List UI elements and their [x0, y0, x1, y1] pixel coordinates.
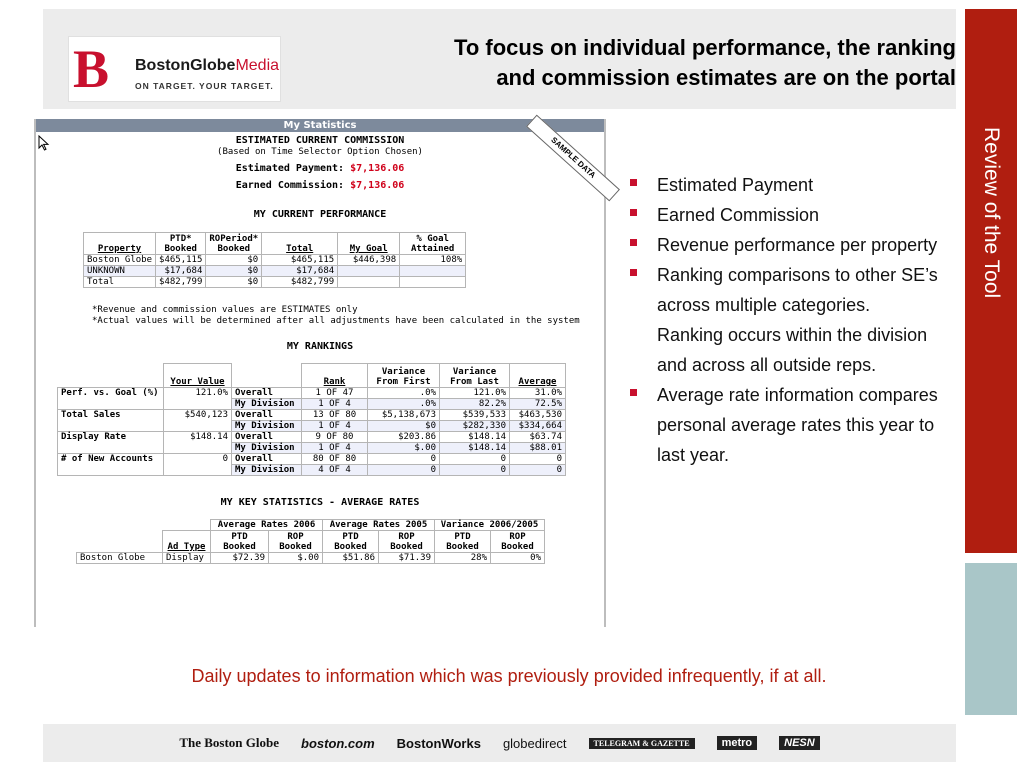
table-header: ROP Booked	[379, 531, 435, 553]
footer-logo-globedirect: globedirect	[502, 735, 567, 751]
rop-cell: $0	[206, 277, 262, 288]
rate-cell: $71.39	[379, 553, 435, 564]
variance-cell: 0%	[491, 553, 545, 564]
earned-commission-label: Earned Commission:	[235, 180, 345, 191]
variance-last-cell: 0	[440, 465, 510, 476]
feature-bullets	[630, 170, 940, 470]
list-item: Earned Commission	[630, 200, 940, 230]
table-row	[84, 266, 466, 277]
average-cell: 31.0%	[510, 388, 566, 399]
value-cell: 121.0%	[164, 388, 232, 410]
table-header: PTD Booked	[323, 531, 379, 553]
table-header: Average Rates 2006	[211, 520, 323, 531]
table-header: Your Value	[164, 364, 232, 388]
section-tab-label-wrap	[965, 9, 1017, 553]
metric-cell: # of New Accounts	[58, 454, 164, 476]
property-cell: Total	[84, 277, 156, 288]
list-item: Estimated Payment	[630, 170, 940, 200]
key-stats-title: MY KEY STATISTICS - AVERAGE RATES	[220, 497, 420, 508]
table-header: Total	[262, 233, 338, 255]
logo-name: BostonGlobeMedia	[135, 57, 280, 74]
variance-first-cell: $203.86	[368, 432, 440, 443]
attained-cell	[400, 266, 466, 277]
window-titlebar: My Statistics	[36, 119, 604, 132]
commission-section-title: ESTIMATED CURRENT COMMISSION	[235, 135, 405, 146]
table-header: % Goal Attained	[400, 233, 466, 255]
table-header: ROP Booked	[269, 531, 323, 553]
performance-table	[83, 232, 466, 288]
rank-cell: 13 OF 80	[302, 410, 368, 421]
goal-cell	[338, 277, 400, 288]
average-cell: $63.74	[510, 432, 566, 443]
average-cell: 0	[510, 454, 566, 465]
variance-cell: 28%	[435, 553, 491, 564]
table-header	[163, 520, 211, 531]
total-cell: $482,799	[262, 277, 338, 288]
average-cell: 72.5%	[510, 399, 566, 410]
average-cell: $334,664	[510, 421, 566, 432]
metric-cell: Display Rate	[58, 432, 164, 454]
table-row	[58, 432, 566, 443]
variance-last-cell: $539,533	[440, 410, 510, 421]
sample-data-ribbon: SAMPLE DATA	[526, 115, 620, 202]
variance-last-cell: 82.2%	[440, 399, 510, 410]
goal-cell	[338, 266, 400, 277]
average-cell: $463,530	[510, 410, 566, 421]
footer-logo-bostonworks: BostonWorks	[396, 735, 481, 751]
earned-commission-line	[36, 180, 604, 191]
ad-type-cell: Display	[163, 553, 211, 564]
scope-cell: Overall	[232, 388, 302, 399]
property-cell: Boston Globe	[84, 255, 156, 266]
average-cell: $88.01	[510, 443, 566, 454]
goal-cell: $446,398	[338, 255, 400, 266]
table-header	[232, 364, 302, 388]
footer-logo-telegram-gazette: TELEGRAM & GAZETTE	[589, 738, 695, 749]
table-header	[77, 520, 163, 531]
company-logo	[68, 36, 281, 102]
table-header: Variance 2006/2005	[435, 520, 545, 531]
table-header: PTD Booked	[211, 531, 269, 553]
footer-logo-boston-globe: The Boston Globe	[179, 735, 279, 750]
scope-cell: My Division	[232, 399, 302, 410]
table-row	[84, 255, 466, 266]
table-header: PTD Booked	[435, 531, 491, 553]
logo-tagline: ON TARGET. YOUR TARGET.	[135, 81, 274, 91]
rank-cell: 4 OF 4	[302, 465, 368, 476]
scope-cell: Overall	[232, 454, 302, 465]
variance-first-cell: $5,138,673	[368, 410, 440, 421]
rankings-title: MY RANKINGS	[286, 341, 354, 352]
scope-cell: My Division	[232, 421, 302, 432]
variance-last-cell: 0	[440, 454, 510, 465]
bottom-note: Daily updates to information which was previously provided infrequently, if at all.	[191, 666, 827, 686]
rop-cell: $0	[206, 266, 262, 277]
section-tab-label: Review of the Tool	[980, 127, 1003, 299]
table-header: Ad Type	[163, 531, 211, 553]
variance-first-cell: .0%	[368, 388, 440, 399]
table-header: Average Rates 2005	[323, 520, 435, 531]
ptd-cell: $17,684	[156, 266, 206, 277]
rankings-table	[57, 363, 566, 476]
value-cell: $148.14	[164, 432, 232, 454]
rank-cell: 1 OF 4	[302, 421, 368, 432]
statistics-screenshot	[34, 119, 606, 627]
variance-first-cell: .0%	[368, 399, 440, 410]
logo-mark: B	[73, 39, 110, 99]
accent-block	[965, 563, 1017, 715]
table-row	[58, 454, 566, 465]
table-header	[58, 364, 164, 388]
variance-first-cell: $.00	[368, 443, 440, 454]
total-cell: $465,115	[262, 255, 338, 266]
table-header: Variance From First	[368, 364, 440, 388]
slide-title: To focus on individual performance, the ranking and commission estimates are on the portal	[454, 35, 956, 90]
scope-cell: My Division	[232, 443, 302, 454]
variance-first-cell: $0	[368, 421, 440, 432]
scope-cell: Overall	[232, 410, 302, 421]
value-cell: $540,123	[164, 410, 232, 432]
footer-logos	[43, 724, 956, 762]
metric-cell: Perf. vs. Goal (%)	[58, 388, 164, 410]
ptd-cell: $465,115	[156, 255, 206, 266]
table-header: PTD* Booked	[156, 233, 206, 255]
table-row	[84, 277, 466, 288]
rank-cell: 1 OF 4	[302, 399, 368, 410]
footer-band	[43, 724, 956, 762]
average-cell: 0	[510, 465, 566, 476]
rate-cell: $72.39	[211, 553, 269, 564]
section-tab	[965, 9, 1017, 553]
rank-cell: 9 OF 80	[302, 432, 368, 443]
metric-cell: Total Sales	[58, 410, 164, 432]
earned-commission-value: $7,136.06	[350, 180, 405, 191]
variance-last-cell: $148.14	[440, 432, 510, 443]
attained-cell: 108%	[400, 255, 466, 266]
rank-cell: 1 OF 47	[302, 388, 368, 399]
attained-cell	[400, 277, 466, 288]
table-header: ROPeriod* Booked	[206, 233, 262, 255]
note-line: *Revenue and commission values are ESTIMATES only	[92, 305, 358, 315]
property-cell: UNKNOWN	[84, 266, 156, 277]
rank-cell: 1 OF 4	[302, 443, 368, 454]
table-header: Average	[510, 364, 566, 388]
total-cell: $17,684	[262, 266, 338, 277]
value-cell: 0	[164, 454, 232, 476]
ptd-cell: $482,799	[156, 277, 206, 288]
table-header: Property	[84, 233, 156, 255]
table-header: ROP Booked	[491, 531, 545, 553]
scope-cell: My Division	[232, 465, 302, 476]
variance-last-cell: 121.0%	[440, 388, 510, 399]
variance-first-cell: 0	[368, 454, 440, 465]
note-line: *Actual values will be determined after all adjustments have been calculated in the system	[92, 316, 580, 326]
variance-last-cell: $148.14	[440, 443, 510, 454]
list-item: Revenue performance per property	[630, 230, 940, 260]
rank-cell: 80 OF 80	[302, 454, 368, 465]
estimated-payment-value: $7,136.06	[350, 163, 405, 174]
scope-cell: Overall	[232, 432, 302, 443]
table-header: Rank	[302, 364, 368, 388]
variance-last-cell: $282,330	[440, 421, 510, 432]
list-item: Average rate information compares personal average rates this year to last year.	[630, 380, 940, 470]
footer-logo-boston-com: boston.com	[301, 735, 375, 751]
footer-logo-metro: metro	[717, 736, 758, 750]
estimated-payment-label: Estimated Payment:	[235, 163, 345, 174]
performance-title: MY CURRENT PERFORMANCE	[253, 209, 387, 220]
table-row	[77, 553, 545, 564]
estimate-notes	[92, 305, 580, 327]
table-header: My Goal	[338, 233, 400, 255]
commission-section-subtitle: (Based on Time Selector Option Chosen)	[217, 147, 423, 157]
list-item: Ranking comparisons to other SE’s across multiple categories. Ranking occurs within the division and across all outside reps.	[630, 260, 940, 380]
variance-first-cell: 0	[368, 465, 440, 476]
rate-cell: $51.86	[323, 553, 379, 564]
key-stats-table	[76, 519, 545, 564]
property-cell: Boston Globe	[77, 553, 163, 564]
table-header: Variance From Last	[440, 364, 510, 388]
table-row	[58, 388, 566, 399]
table-row	[58, 410, 566, 421]
footer-logo-nesn: NESN	[779, 736, 820, 750]
table-header	[77, 531, 163, 553]
rop-cell: $0	[206, 255, 262, 266]
estimated-payment-line	[36, 163, 604, 174]
rate-cell: $.00	[269, 553, 323, 564]
